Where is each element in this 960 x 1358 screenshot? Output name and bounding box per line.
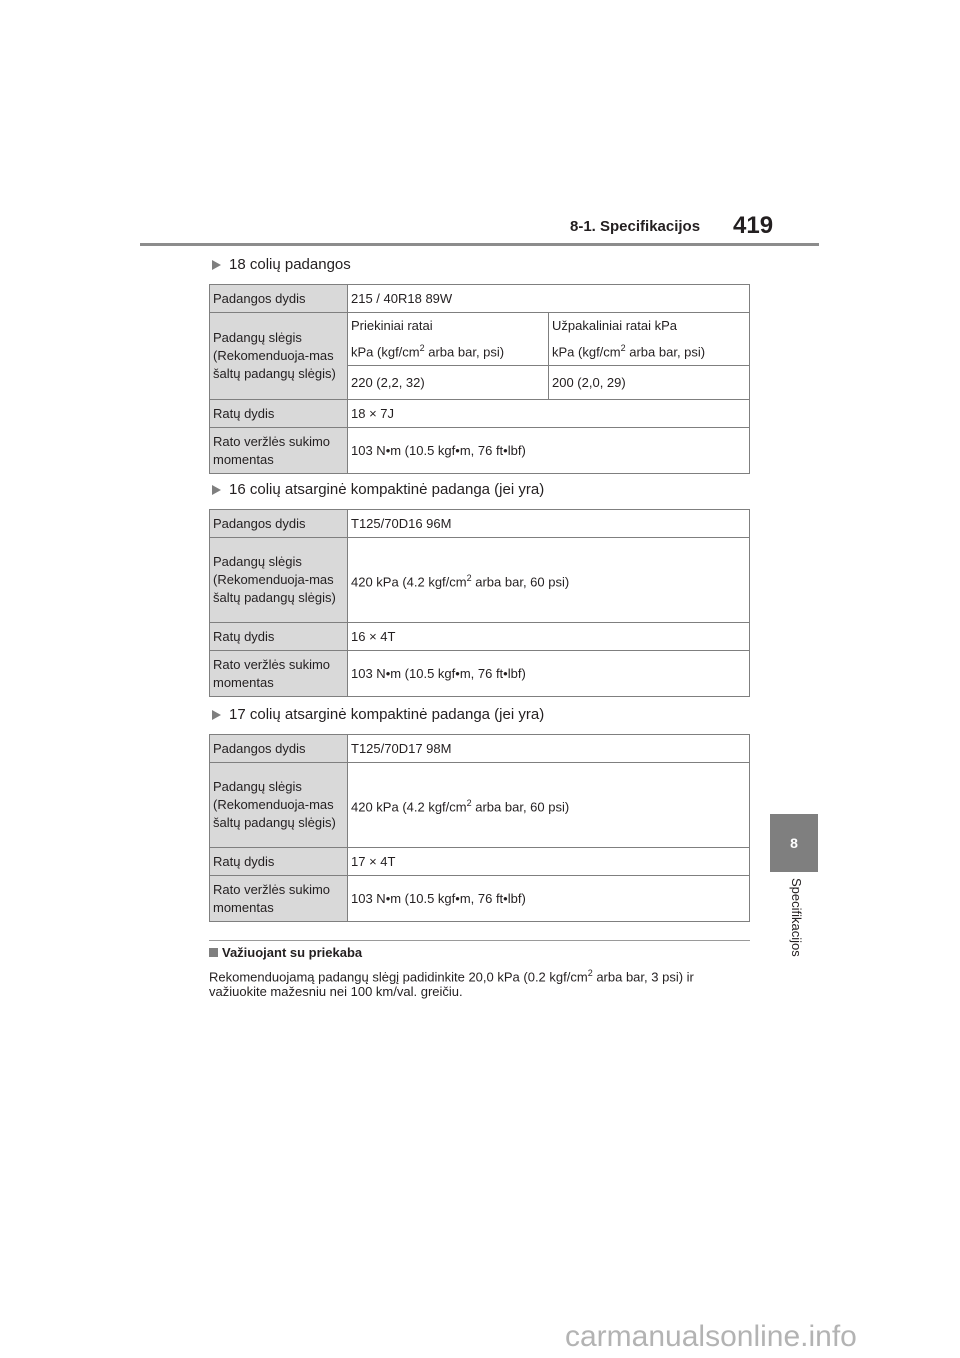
front-pressure-header: [348, 313, 549, 366]
front-head-post: arba bar, psi): [424, 344, 505, 360]
torque-value: 103 N•m (10.5 kgf•m, 76 ft•lbf): [348, 428, 750, 474]
header-title: 8-1. Specifikacijos: [570, 218, 701, 235]
rear-head-post: arba bar, psi): [625, 344, 706, 360]
note-sup: 2: [587, 968, 593, 978]
square-bullet-icon: [209, 948, 218, 957]
tire-size-value: T125/70D17 98M: [348, 735, 750, 763]
front-head-line2: [351, 339, 545, 361]
rear-head-line1: Užpakaliniai ratai kPa: [552, 318, 678, 333]
pressure-post: arba bar, 60 psi): [471, 799, 570, 815]
pressure-label: Padangų slėgis (Rekomenduoja-mas šaltų padangų slėgis): [210, 538, 348, 623]
tire-size-value: 215 / 40R18 89W: [348, 285, 750, 313]
rear-pressure-header: [549, 313, 750, 366]
spec-table-17: [209, 734, 750, 922]
rear-head-sup: 2: [620, 343, 626, 353]
front-pressure-value: 220 (2,2, 32): [348, 366, 549, 400]
section-heading-text: 18 colių padangos: [229, 256, 351, 273]
pressure-sup: 2: [466, 572, 472, 583]
rear-head-line2: [552, 339, 746, 361]
chapter-tab: 8: [770, 814, 818, 872]
wheel-size-value: 18 × 7J: [348, 400, 750, 428]
torque-value: 103 N•m (10.5 kgf•m, 76 ft•lbf): [348, 876, 750, 922]
pressure-value: [348, 538, 750, 623]
wheel-size-value: 17 × 4T: [348, 848, 750, 876]
note-heading-text: Važiuojant su priekaba: [222, 945, 363, 960]
front-head-sup: 2: [419, 343, 425, 353]
pressure-value: [348, 763, 750, 848]
torque-label: Rato veržlės sukimo momentas: [210, 651, 348, 697]
wheel-size-value: 16 × 4T: [348, 623, 750, 651]
header-rule: [140, 243, 819, 246]
section-heading-18: [212, 256, 351, 273]
tire-size-label: Padangos dydis: [210, 510, 348, 538]
rear-head-pre: kPa (kgf/cm: [552, 344, 621, 360]
pressure-sup: 2: [466, 797, 472, 808]
note-text: [209, 966, 754, 999]
triangle-bullet-icon: [212, 485, 221, 495]
rear-pressure-value: 200 (2,0, 29): [549, 366, 750, 400]
tire-size-label: Padangos dydis: [210, 735, 348, 763]
pressure-post: arba bar, 60 psi): [471, 574, 570, 590]
wheel-size-label: Ratų dydis: [210, 400, 348, 428]
note-text-post: arba bar, 3 psi) ir važiuokite mažesniu nei 100 km/val. greičiu.: [209, 969, 694, 1000]
wheel-size-label: Ratų dydis: [210, 623, 348, 651]
chapter-label: Specifikacijos: [789, 878, 804, 957]
note-heading: [209, 945, 362, 960]
tire-size-label: Padangos dydis: [210, 285, 348, 313]
triangle-bullet-icon: [212, 260, 221, 270]
section-heading-text: 17 colių atsarginė kompaktinė padanga (jei yra): [229, 706, 545, 723]
tire-size-value: T125/70D16 96M: [348, 510, 750, 538]
watermark: carmanualsonline.info: [565, 1320, 857, 1353]
section-heading-17: [212, 706, 544, 723]
pressure-pre: 420 kPa (4.2 kgf/cm: [351, 799, 467, 815]
page-number: 419: [733, 212, 774, 239]
torque-value: 103 N•m (10.5 kgf•m, 76 ft•lbf): [348, 651, 750, 697]
triangle-bullet-icon: [212, 710, 221, 720]
spec-table-16: [209, 509, 750, 697]
section-heading-text: 16 colių atsarginė kompaktinė padanga (jei yra): [229, 481, 545, 498]
wheel-size-label: Ratų dydis: [210, 848, 348, 876]
front-head-pre: kPa (kgf/cm: [351, 344, 420, 360]
pressure-label: Padangų slėgis (Rekomenduoja-mas šaltų padangų slėgis): [210, 313, 348, 400]
pressure-label: Padangų slėgis (Rekomenduoja-mas šaltų padangų slėgis): [210, 763, 348, 848]
torque-label: Rato veržlės sukimo momentas: [210, 428, 348, 474]
front-head-line1: Priekiniai ratai: [351, 318, 433, 333]
note-rule: [209, 940, 750, 941]
spec-table-18: [209, 284, 750, 474]
section-heading-16: [212, 481, 544, 498]
note-text-pre: Rekomenduojamą padangų slėgį padidinkite 20,0 kPa (0.2 kgf/cm: [209, 969, 588, 985]
pressure-pre: 420 kPa (4.2 kgf/cm: [351, 574, 467, 590]
torque-label: Rato veržlės sukimo momentas: [210, 876, 348, 922]
